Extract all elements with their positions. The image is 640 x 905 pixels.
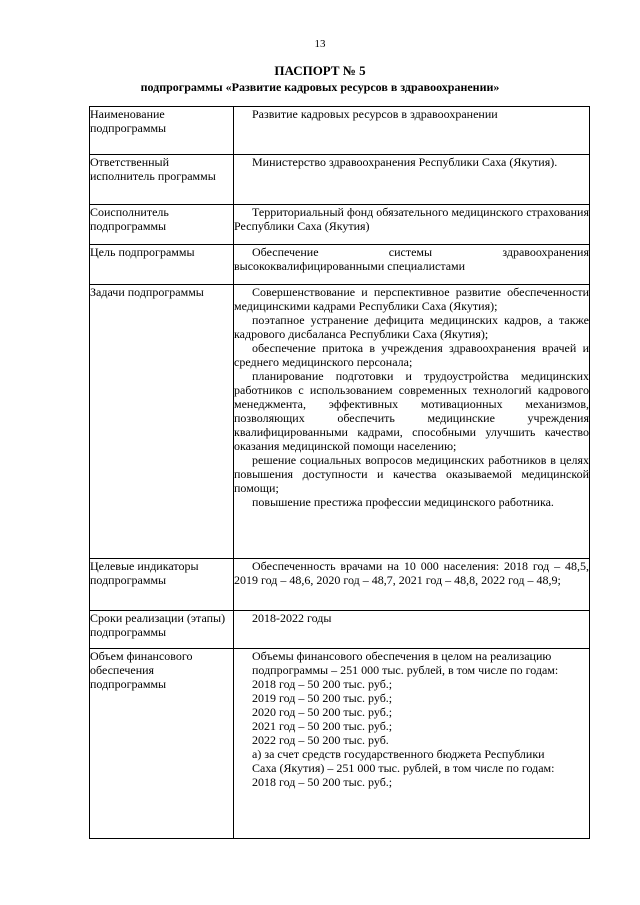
funding-intro-line-1: Объемы финансового обеспечения в целом на реализацию [252,649,552,663]
row-terms-label: Сроки реализации (этапы) подпрограммы [90,611,234,649]
task-item: планирование подготовки и трудоустройства медицинских работников с использованием современных технологий кадрового менеджмента, эффективных мотивационных механизмов, позволяющих обеспечить медицинские учреждения квалифицированными кадрами, способными улучшить качество оказания медицинской помощи населению; [234,369,589,453]
row-tasks-label: Задачи подпрограммы [90,285,234,559]
row-executor [90,155,590,205]
row-terms-value [234,611,590,649]
row-goal [90,245,590,285]
passport-title: ПАСПОРТ № 5 [274,63,366,78]
row-goal-value [234,245,590,285]
row-indicators-value [234,559,590,611]
name-value-text: Развитие кадровых ресурсов в здравоохранении [252,107,498,121]
row-indicators-label: Целевые индикаторы подпрограммы [90,559,234,611]
passport-subtitle: подпрограммы «Развитие кадровых ресурсов в здравоохранении» [140,80,500,94]
funding-year-line: 2019 год – 50 200 тыс. руб.; [252,691,393,705]
task-item: поэтапное устранение дефицита медицинских кадров, а также кадрового дисбаланса Республики Саха (Якутия); [234,313,589,341]
row-indicators [90,559,590,611]
state-budget-year-line: 2018 год – 50 200 тыс. руб.; [252,775,393,789]
row-executor-label: Ответственный исполнитель программы [90,155,234,205]
page-number: 13 [314,38,326,50]
funding-year-line: 2021 год – 50 200 тыс. руб.; [252,719,393,733]
task-item: обеспечение притока в учреждения здравоохранения врачей и среднего медицинского персонала; [234,341,589,369]
row-name-value [234,107,590,155]
row-coexecutor-value [234,205,590,245]
coexecutor-value-text: Территориальный фонд обязательного медицинского страхования Республики Саха (Якутия) [234,205,589,233]
funding-year-line: 2022 год – 50 200 тыс. руб. [252,733,389,747]
funding-year-line: 2018 год – 50 200 тыс. руб.; [252,677,393,691]
row-coexecutor-label: Соисполнитель подпрограммы [90,205,234,245]
goal-value-text: Обеспечение системы здравоохранения высококвалифицированными специалистами [234,245,589,273]
row-goal-label: Цель подпрограммы [90,245,234,285]
funding-intro-line-2: подпрограммы – 251 000 тыс. рублей, в том числе по годам: [252,663,559,677]
terms-value-text: 2018-2022 годы [252,611,332,625]
row-name-label: Наименование подпрограммы [90,107,234,155]
row-executor-value [234,155,590,205]
passport-table [89,106,590,839]
row-funding [90,649,590,839]
state-budget-line-1: а) за счет средств государственного бюджета Республики [252,747,545,761]
indicators-value-text: Обеспеченность врачами на 10 000 населения: 2018 год – 48,5, 2019 год – 48,6, 2020 год – 48,7, 2021 год – 48,8, 2022 год – 48,9; [234,559,589,587]
row-coexecutor [90,205,590,245]
task-item: Совершенствование и перспективное развитие обеспеченности медицинскими кадрами Республики Саха (Якутия); [234,285,589,313]
row-tasks-value [234,285,590,559]
row-name [90,107,590,155]
row-tasks [90,285,590,559]
state-budget-line-2: Саха (Якутия) – 251 000 тыс. рублей, в том числе по годам: [252,761,555,775]
row-terms [90,611,590,649]
funding-year-line: 2020 год – 50 200 тыс. руб.; [252,705,393,719]
task-item: решение социальных вопросов медицинских работников в целях повышения доступности и качества оказываемой медицинской помощи; [234,453,589,495]
task-item: повышение престижа профессии медицинского работника. [252,495,554,509]
executor-value-text: Министерство здравоохранения Республики Саха (Якутия). [252,155,558,169]
row-funding-value [234,649,590,839]
row-funding-label: Объем финансового обеспечения подпрограммы [90,649,234,839]
